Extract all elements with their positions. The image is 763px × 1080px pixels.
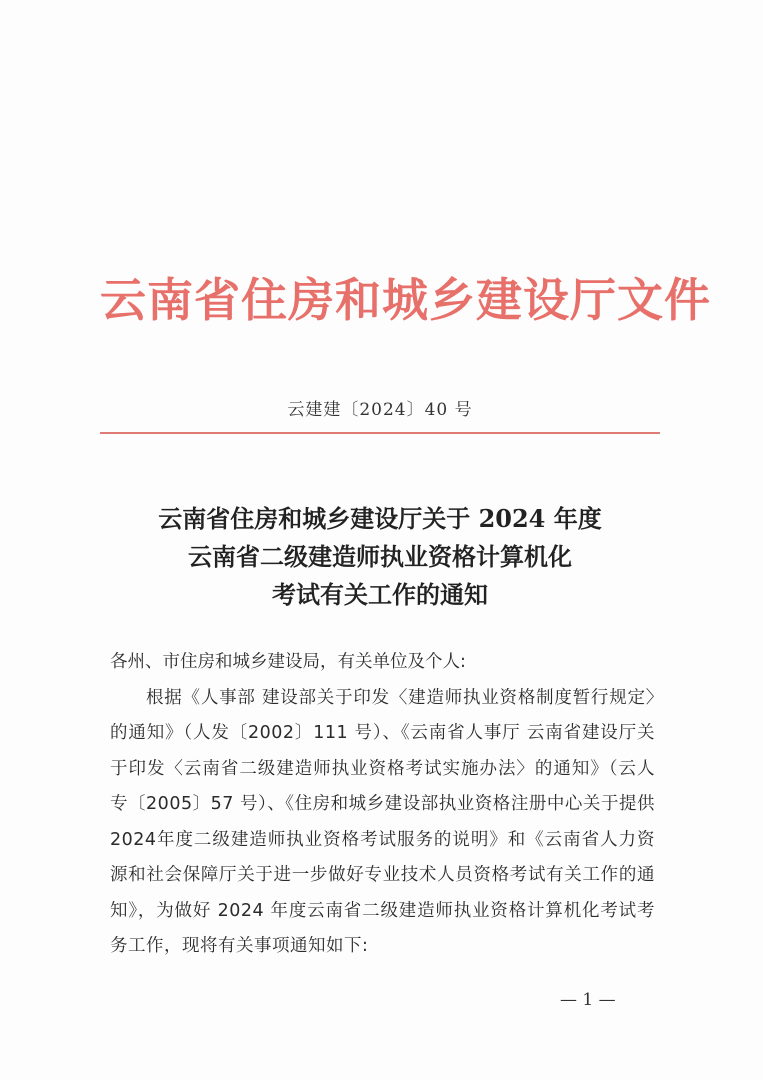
notice-title bbox=[100, 500, 660, 614]
salutation: 各州、市住房和城乡建设局，有关单位及个人: bbox=[110, 652, 466, 672]
notice-title-line-3: 考试有关工作的通知 bbox=[272, 580, 488, 609]
masthead-title: 云南省住房和城乡建设厅文件 bbox=[100, 273, 711, 327]
page-number: — 1 — bbox=[560, 990, 616, 1010]
notice-body bbox=[110, 645, 655, 965]
document-number: 云建建〔2024〕40 号 bbox=[287, 400, 473, 420]
notice-title-line-1: 云南省住房和城乡建设厅关于 2024 年度 bbox=[158, 504, 602, 533]
red-divider-line bbox=[100, 432, 660, 434]
notice-title-line-2: 云南省二级建造师执业资格计算机化 bbox=[188, 542, 572, 571]
body-paragraph: 根据《人事部 建设部关于印发〈建造师执业资格制度暂行规定〉的通知》（人发〔2002〕111 号）、《云南省人事厅 云南省建设厅关于印发〈云南省二级建造师执业资格考试实施办法〉的通知》（云人专〔2005〕57 号）、《住房和城乡建设部执业资格注册中心关于提供2024年度二级建造师执业资格考试服务的说明》和《云南省人力资源和社会保障厅关于进一步做好专业技术人员资格考试有关工作的通知》，为做好 2024 年度云南省二级建造师执业资格计算机化考试考务工作，现将有关事项通知如下: bbox=[110, 687, 655, 956]
